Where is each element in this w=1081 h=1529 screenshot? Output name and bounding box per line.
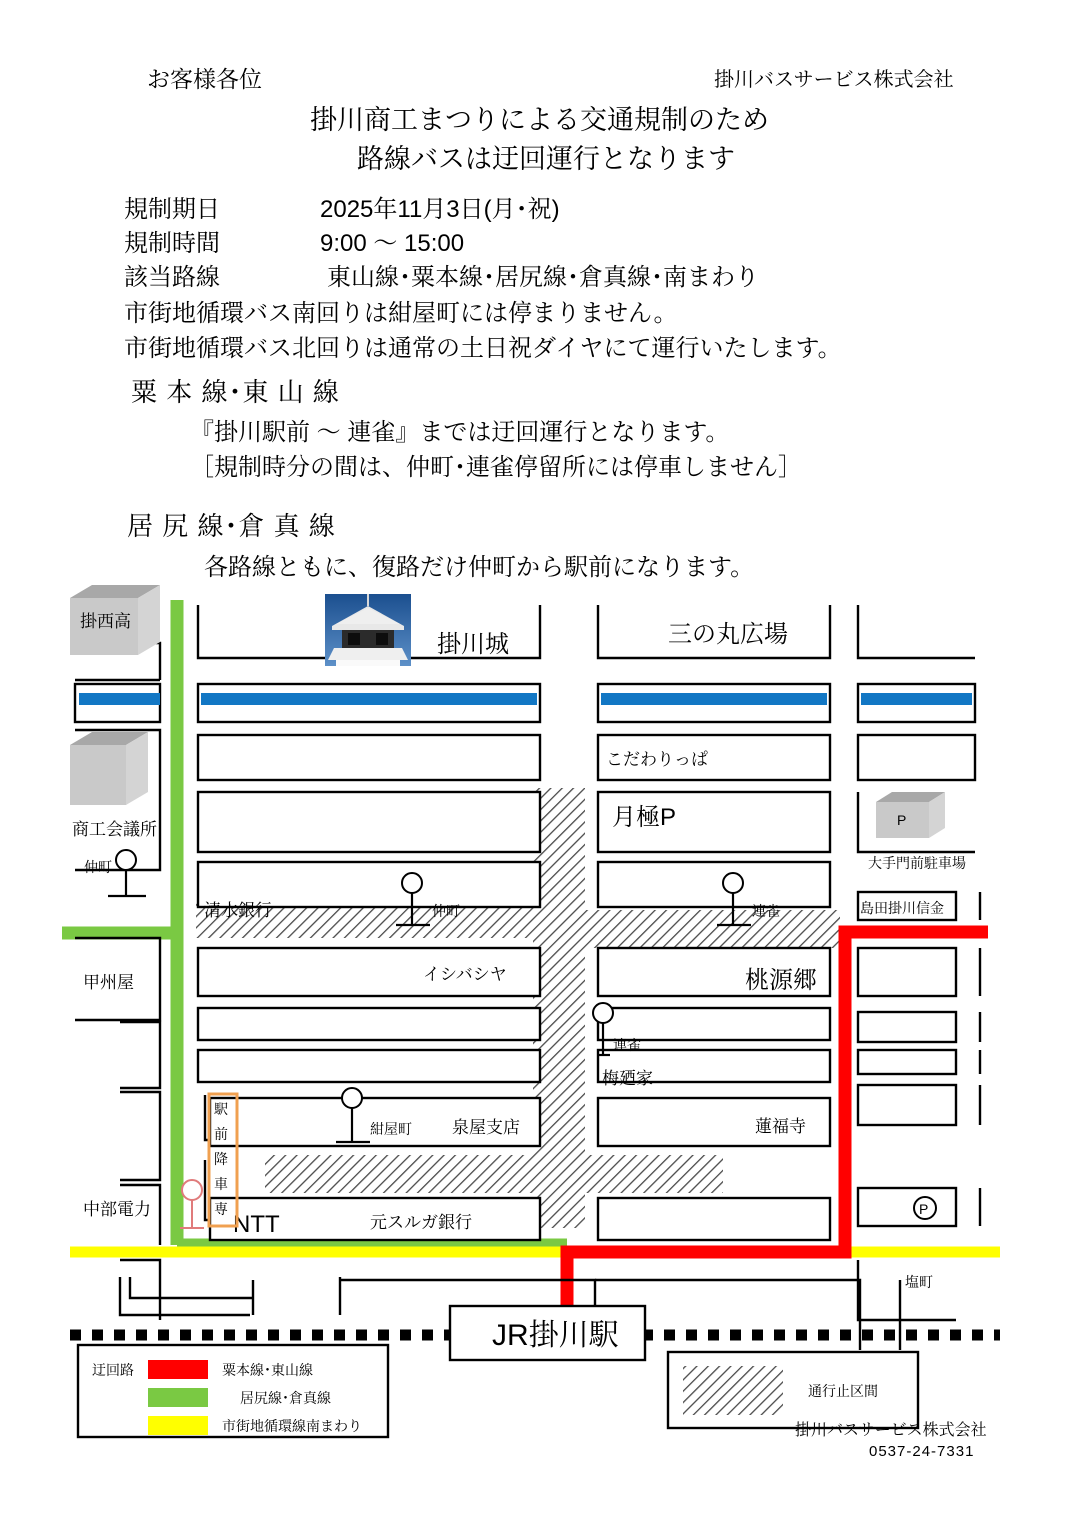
label-moto-suruga-ginko: 元スルガ銀行: [370, 1213, 472, 1232]
regulation-date-value: 2025年11月3日(月･祝): [320, 196, 560, 223]
legend-detour-routes: [78, 1345, 388, 1437]
affected-routes-value: 東山線･粟本線･居尻線･倉真線･南まわり: [327, 264, 759, 291]
annot-char-0: 駅: [214, 1101, 228, 1117]
regulation-time-label: 規制時間: [124, 230, 220, 257]
legend-closed-section: [668, 1352, 918, 1428]
label-ishibashiya: イシバシヤ: [423, 965, 507, 984]
bus-stop-label-konyamachi: 紺屋町: [370, 1121, 412, 1137]
label-renpukuji: 蓮福寺: [755, 1117, 806, 1136]
annot-char-1: 前: [214, 1126, 228, 1142]
legend-label-red: 粟本線･東山線: [222, 1362, 313, 1378]
note-south-loop: 市街地循環バス南回りは紺屋町には停まりません。: [124, 300, 678, 327]
bus-stop-nakamachi-west: [84, 850, 146, 896]
label-sannomaru-hiroba: 三の丸広場: [668, 621, 788, 648]
legend-label-yellow: 市街地循環線南まわり: [222, 1418, 362, 1434]
bus-stop-label-nakamachi-east: 仲町: [432, 903, 460, 919]
page-title-line2: 路線バスは迂回運行となります: [357, 144, 735, 174]
kakegawa-castle-photo: [325, 594, 411, 666]
detour-map: [0, 580, 1081, 1460]
building-shokokaigisho-icon: [70, 732, 148, 805]
legend-label-closed: 通行止区間: [808, 1383, 878, 1399]
legend-label-green: 居尻線･倉真線: [240, 1390, 331, 1406]
label-tsukigime-p: 月極P: [612, 804, 677, 831]
regulation-date-label: 規制期日: [124, 196, 220, 223]
legend-title: 迂回路: [92, 1362, 134, 1378]
note-north-loop: 市街地循環バス北回りは通常の土日祝ダイヤにて運行いたします。: [124, 335, 842, 362]
label-shiomachi: 塩町: [905, 1274, 933, 1290]
label-kodawarippa: こだわりっぱ: [606, 750, 708, 769]
affected-routes-label: 該当路線: [124, 264, 220, 291]
annot-char-3: 車: [214, 1176, 228, 1192]
label-shimizu-ginko: 清水銀行: [204, 901, 272, 920]
page-title-line1: 掛川商工まつりによる交通規制のため: [310, 105, 769, 135]
parking-marker-letter: P: [897, 812, 907, 828]
section-ijiri-kurami-line1: 各路線ともに、復路だけ仲町から駅前になります。: [204, 554, 755, 581]
footer-telephone: 0537-24-7331: [869, 1443, 975, 1460]
label-kakusai-ko: 掛西高: [80, 612, 131, 631]
label-kakegawa-jo: 掛川城: [437, 631, 509, 658]
label-umezakaya: 梅廼家: [602, 1069, 653, 1088]
building-otemon-parking-icon: [876, 792, 945, 838]
bus-stop-label-nakamachi-west: 仲町: [84, 859, 112, 875]
label-jr-kakegawa-eki: JR掛川駅: [492, 1319, 619, 1352]
section-awamoto-higashiyama-line2: ［規制時分の間は、仲町･連雀停留所には停車しません］: [190, 454, 802, 481]
regulation-time-value: 9:00 ～ 15:00: [320, 230, 465, 257]
label-ntt: NTT: [233, 1211, 280, 1238]
parking-circle-letter: P: [919, 1201, 929, 1217]
label-izumiya-shiten: 泉屋支店: [452, 1118, 520, 1137]
section-awamoto-higashiyama-line1: 『掛川駅前 ～ 連雀』までは迂回運行となります。: [190, 419, 730, 446]
addressee: お客様各位: [147, 66, 262, 92]
label-otemon-mae-chushajo: 大手門前駐車場: [868, 855, 966, 871]
label-shokokaigisho: 商工会議所: [72, 820, 157, 839]
bus-stop-label-renjaku-south: 連雀: [613, 1037, 641, 1053]
company-name-header: 掛川バスサービス株式会社: [714, 69, 954, 91]
label-togenkyo: 桃源郷: [745, 967, 817, 994]
bus-stop-ekimae-koshajo: [180, 1180, 204, 1228]
annot-char-2: 降: [214, 1151, 228, 1167]
annot-char-4: 専: [214, 1201, 228, 1217]
label-shimada-kakegawa-shinkin: 島田掛川信金: [860, 900, 944, 916]
bus-stop-label-renjaku-north: 連雀: [752, 903, 780, 919]
label-chubu-denryoku: 中部電力: [83, 1200, 151, 1219]
section-awamoto-higashiyama-heading: 粟 本 線･東 山 線: [131, 377, 340, 407]
section-ijiri-kurami-heading: 居 尻 線･倉 真 線: [127, 511, 336, 541]
jr-kakegawa-station: [450, 1306, 645, 1360]
label-koshuya: 甲州屋: [83, 973, 134, 992]
footer-company-name: 掛川バスサービス株式会社: [795, 1422, 987, 1439]
parking-circle-icon: [914, 1197, 936, 1219]
